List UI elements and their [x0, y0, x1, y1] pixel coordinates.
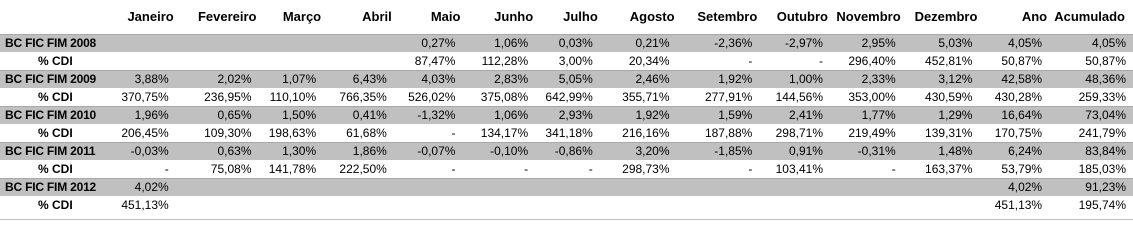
table-cell: -0,10%	[464, 142, 537, 160]
fund-name-cell: BC FIC FIM 2010	[0, 106, 107, 124]
table-cell	[832, 196, 905, 214]
table-cell: 91,23%	[1051, 178, 1133, 196]
header-cell-maio: Maio	[430, 9, 461, 25]
header-cell-corner	[0, 0, 107, 34]
table-cell: 219,49%	[832, 124, 905, 142]
table-cell	[832, 178, 905, 196]
table-cell: 170,75%	[981, 124, 1051, 142]
table-cell	[537, 196, 602, 214]
table-cell: 526,02%	[396, 88, 465, 106]
table-cell: -	[679, 160, 762, 178]
table-cell: -	[464, 160, 537, 178]
table-cell	[178, 196, 261, 214]
table-cell	[761, 196, 832, 214]
table-cell: 1,06%	[464, 34, 537, 52]
table-cell: 3,20%	[602, 142, 679, 160]
table-cell: 53,79%	[981, 160, 1051, 178]
table-cell: 3,00%	[537, 52, 602, 70]
fund-return-row	[0, 70, 1133, 88]
table-cell: 4,05%	[981, 34, 1051, 52]
table-cell	[602, 178, 679, 196]
table-cell: -	[832, 160, 905, 178]
table-cell: 20,34%	[602, 52, 679, 70]
table-cell: 216,16%	[602, 124, 679, 142]
table-cell: 0,65%	[178, 106, 261, 124]
table-cell: 16,64%	[981, 106, 1051, 124]
table-cell: 298,71%	[761, 124, 832, 142]
table-cell: 277,91%	[679, 88, 762, 106]
table-cell: 3,88%	[107, 70, 178, 88]
cdi-percent-row	[0, 160, 1133, 178]
header-cell-julho: Julho	[563, 9, 598, 25]
cdi-label-cell: % CDI	[0, 88, 107, 106]
table-cell: 110,10%	[261, 88, 326, 106]
table-cell	[325, 196, 396, 214]
table-cell: 42,58%	[981, 70, 1051, 88]
table-cell: 87,47%	[396, 52, 465, 70]
table-cell: 1,29%	[905, 106, 982, 124]
table-cell: 6,43%	[325, 70, 396, 88]
table-cell: 6,24%	[981, 142, 1051, 160]
table-cell: 50,87%	[981, 52, 1051, 70]
cdi-label-cell: % CDI	[0, 160, 107, 178]
table-cell: 112,28%	[464, 52, 537, 70]
table-cell: 144,56%	[761, 88, 832, 106]
table-cell: -1,32%	[396, 106, 465, 124]
table-cell	[178, 52, 261, 70]
table-cell: 2,46%	[602, 70, 679, 88]
table-cell: 195,74%	[1051, 196, 1133, 214]
table-cell	[178, 178, 261, 196]
table-cell: 187,88%	[679, 124, 762, 142]
table-body	[0, 34, 1133, 214]
table-cell: 50,87%	[1051, 52, 1133, 70]
table-cell: 1,50%	[261, 106, 326, 124]
table-cell: -	[761, 52, 832, 70]
table-cell	[261, 178, 326, 196]
header-cell-abril: Abril	[362, 9, 392, 25]
table-cell: 642,99%	[537, 88, 602, 106]
header-cell-marco: Março	[282, 9, 322, 25]
table-cell: -	[537, 160, 602, 178]
table-cell: 1,07%	[261, 70, 326, 88]
cdi-percent-row	[0, 88, 1133, 106]
bottom-divider	[0, 219, 1133, 220]
table-cell	[178, 34, 261, 52]
table-cell: 236,95%	[178, 88, 261, 106]
fund-name-cell: BC FIC FIM 2012	[0, 178, 107, 196]
table-cell: 370,75%	[107, 88, 178, 106]
header-cell-outubro: Outubro	[776, 9, 828, 25]
table-cell: 259,33%	[1051, 88, 1133, 106]
table-cell: 2,02%	[178, 70, 261, 88]
table-cell: 109,30%	[178, 124, 261, 142]
table-cell	[107, 52, 178, 70]
header-cell-dezembro: Dezembro	[914, 9, 978, 25]
table-cell: 375,08%	[464, 88, 537, 106]
table-cell: 2,41%	[761, 106, 832, 124]
header-cell-janeiro: Janeiro	[127, 9, 174, 25]
table-cell	[325, 34, 396, 52]
table-cell: 103,41%	[761, 160, 832, 178]
table-cell: 1,96%	[107, 106, 178, 124]
table-cell	[261, 52, 326, 70]
table-cell: -	[679, 52, 762, 70]
header-cell-fevereiro: Fevereiro	[197, 9, 257, 25]
table-cell	[464, 178, 537, 196]
table-cell: 1,30%	[261, 142, 326, 160]
table-cell: 1,59%	[679, 106, 762, 124]
table-cell: 451,13%	[981, 196, 1051, 214]
table-cell: 0,41%	[325, 106, 396, 124]
table-cell: 355,71%	[602, 88, 679, 106]
table-cell: 430,28%	[981, 88, 1051, 106]
table-cell: 222,50%	[325, 160, 396, 178]
table-cell	[107, 34, 178, 52]
table-cell	[396, 196, 465, 214]
table-cell: 341,18%	[537, 124, 602, 142]
table-cell: 139,31%	[905, 124, 982, 142]
table-cell: 430,59%	[905, 88, 982, 106]
table-cell: -0,03%	[107, 142, 178, 160]
table-cell	[602, 196, 679, 214]
table-cell: 241,79%	[1051, 124, 1133, 142]
cdi-percent-row	[0, 196, 1133, 214]
table-cell: 83,84%	[1051, 142, 1133, 160]
table-cell: 2,93%	[537, 106, 602, 124]
fund-return-row	[0, 142, 1133, 160]
table-cell: 61,68%	[325, 124, 396, 142]
cdi-label-cell: % CDI	[0, 196, 107, 214]
table-cell: 73,04%	[1051, 106, 1133, 124]
table-cell: 298,73%	[602, 160, 679, 178]
cdi-percent-row	[0, 124, 1133, 142]
table-cell: 2,95%	[832, 34, 905, 52]
table-cell: 0,27%	[396, 34, 465, 52]
fund-return-row	[0, 178, 1133, 196]
table-cell: 4,02%	[107, 178, 178, 196]
table-cell: 141,78%	[261, 160, 326, 178]
cdi-label-cell: % CDI	[0, 124, 107, 142]
table-cell: 353,00%	[832, 88, 905, 106]
fund-name-cell: BC FIC FIM 2009	[0, 70, 107, 88]
table-cell	[679, 178, 762, 196]
table-cell: 1,92%	[602, 106, 679, 124]
table-cell: 185,03%	[1051, 160, 1133, 178]
header-cell-novembro: Novembro	[836, 9, 901, 25]
table-cell	[905, 196, 982, 214]
table-cell: 75,08%	[178, 160, 261, 178]
table-cell: 4,05%	[1051, 34, 1133, 52]
table-cell	[537, 178, 602, 196]
table-cell: -0,31%	[832, 142, 905, 160]
table-cell: 452,81%	[905, 52, 982, 70]
table-cell	[325, 52, 396, 70]
table-cell	[261, 34, 326, 52]
table-cell: 0,91%	[761, 142, 832, 160]
table-cell	[679, 196, 762, 214]
fund-return-row	[0, 34, 1133, 52]
table-cell: 5,03%	[905, 34, 982, 52]
table-cell: -	[107, 160, 178, 178]
header-cell-acumulado: Acumulado	[1054, 9, 1125, 25]
fund-return-row	[0, 106, 1133, 124]
table-cell: 3,12%	[905, 70, 982, 88]
table-cell: -	[396, 160, 465, 178]
header-row	[0, 0, 1133, 34]
table-cell	[761, 178, 832, 196]
cdi-label-cell: % CDI	[0, 52, 107, 70]
table-cell: 451,13%	[107, 196, 178, 214]
table-cell: 4,02%	[981, 178, 1051, 196]
table-cell: 2,33%	[832, 70, 905, 88]
table-cell: 296,40%	[832, 52, 905, 70]
header-cell-setembro: Setembro	[697, 9, 758, 25]
table-cell	[396, 178, 465, 196]
table-cell: 206,45%	[107, 124, 178, 142]
table-cell: 1,48%	[905, 142, 982, 160]
table-cell: -2,97%	[761, 34, 832, 52]
fund-name-cell: BC FIC FIM 2008	[0, 34, 107, 52]
table-cell: 766,35%	[325, 88, 396, 106]
cdi-percent-row	[0, 52, 1133, 70]
table-cell: -	[396, 124, 465, 142]
table-cell: 163,37%	[905, 160, 982, 178]
table-cell: 1,77%	[832, 106, 905, 124]
fund-name-cell: BC FIC FIM 2011	[0, 142, 107, 160]
table-cell: 0,03%	[537, 34, 602, 52]
table-cell: -0,86%	[537, 142, 602, 160]
table-cell: -1,85%	[679, 142, 762, 160]
table-cell: -2,36%	[679, 34, 762, 52]
table-cell: -0,07%	[396, 142, 465, 160]
table-cell: 1,86%	[325, 142, 396, 160]
table-cell: 0,21%	[602, 34, 679, 52]
table-cell: 0,63%	[178, 142, 261, 160]
table-cell: 4,03%	[396, 70, 465, 88]
table-cell: 5,05%	[537, 70, 602, 88]
table-cell: 1,92%	[679, 70, 762, 88]
table-cell: 1,06%	[464, 106, 537, 124]
table-cell	[905, 178, 982, 196]
header-cell-agosto: Agosto	[629, 9, 675, 25]
table-cell	[464, 196, 537, 214]
table-cell: 2,83%	[464, 70, 537, 88]
header-cell-junho: Junho	[494, 9, 534, 25]
table-cell	[261, 196, 326, 214]
table-cell: 198,63%	[261, 124, 326, 142]
header-cell-ano: Ano	[1021, 9, 1048, 25]
table-cell: 1,00%	[761, 70, 832, 88]
table-cell: 48,36%	[1051, 70, 1133, 88]
table-cell	[325, 178, 396, 196]
table-cell: 134,17%	[464, 124, 537, 142]
